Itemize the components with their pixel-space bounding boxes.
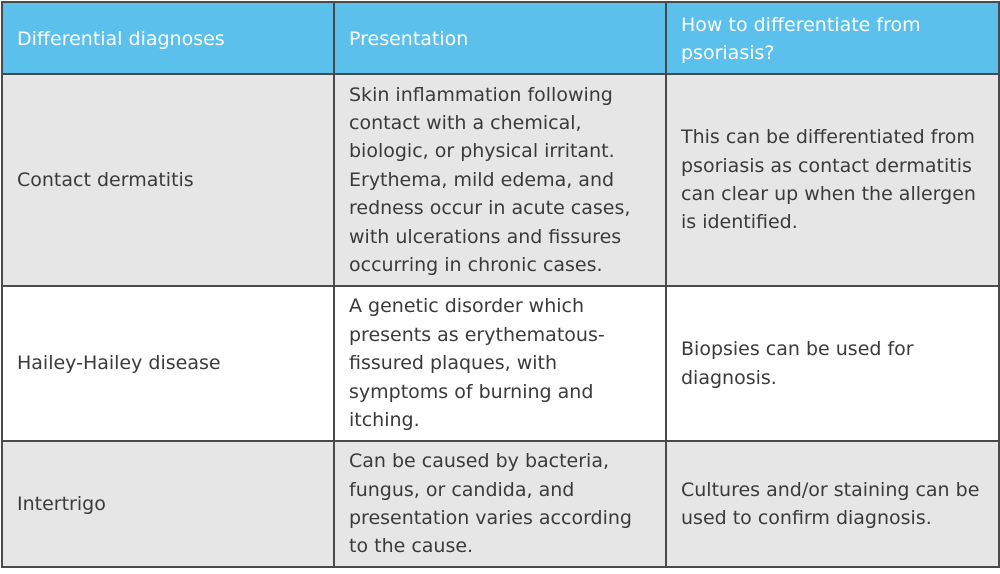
differentiation-cell: Biopsies can be used for diagnosis. — [666, 286, 999, 441]
presentation-cell: A genetic disorder which presents as erythematous-fissured plaques, with symptoms of burning and itching. — [334, 286, 666, 441]
header-how-to-differentiate: How to differentiate from psoriasis? — [666, 2, 999, 74]
differentiation-cell: This can be differentiated from psoriasis as contact dermatitis can clear up when the allergen is identified. — [666, 74, 999, 286]
table-header-row — [2, 2, 999, 74]
header-presentation: Presentation — [334, 2, 666, 74]
table-row-contact-dermatitis — [2, 74, 999, 286]
diagnosis-cell: Hailey-Hailey disease — [2, 286, 334, 441]
differential-diagnosis-table — [1, 1, 1000, 568]
table-row-hailey-hailey-disease — [2, 286, 999, 441]
presentation-cell: Can be caused by bacteria, fungus, or candida, and presentation varies according to the cause. — [334, 441, 666, 567]
diagnosis-cell: Contact dermatitis — [2, 74, 334, 286]
table-row-intertrigo — [2, 441, 999, 567]
header-differential-diagnoses: Differential diagnoses — [2, 2, 334, 74]
differentiation-cell: Cultures and/or staining can be used to confirm diagnosis. — [666, 441, 999, 567]
presentation-cell: Skin inflammation following contact with a chemical, biologic, or physical irritant. Erythema, mild edema, and redness occur in acute cases, with ulcerations and fissures occurring in chronic cases. — [334, 74, 666, 286]
diagnosis-cell: Intertrigo — [2, 441, 334, 567]
